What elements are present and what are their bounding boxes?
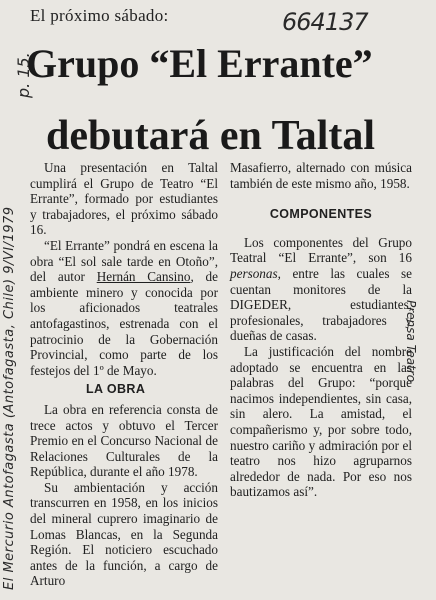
article-left-column — [30, 160, 218, 589]
subhead-componentes: COMPONENTES — [269, 207, 373, 222]
left-paragraph-2-start: “El Errante” pondrá en escena la obra “El sol sale tarde en Otoño”, del autor — [30, 237, 218, 285]
handwritten-source-note: El Mercurio Antofagasta (Antofagasta, Chile) 9/VI/1979 — [2, 206, 17, 590]
kicker-text: El próximo sábado: — [30, 6, 169, 25]
left-paragraph-4: Su ambientación y acción transcurren en 1958, en los inicios del mineral cuprero imaginario de Lomas Blancas, en la Segunda Región. El noticiero escuchado antes de la función, a cargo de Arturo — [30, 479, 218, 589]
headline-line-2: debutará en Taltal — [46, 113, 376, 159]
handwritten-right-note: Prensa Teatro — [404, 300, 418, 383]
subhead-la-obra: LA OBRA — [86, 382, 146, 397]
left-paragraph-2-end: , de ambiente minero y conocida por los aficionados teatrales antofagastinos, estrenada con el patrocinio de la Gobernación Provincial, como parte de los festejos del 1º de Mayo. — [30, 269, 218, 378]
headline-line-1: Grupo “El Errante” — [26, 41, 373, 86]
author-name: Hernán Cansino — [96, 269, 191, 285]
left-paragraph-3: La obra en referencia consta de trece actos y obtuvo el Tercer Premio en el Concurso Nacional de Relaciones Culturales de la República, durante el año 1978. — [30, 401, 218, 480]
handwritten-reference-number: 664137 — [282, 8, 368, 36]
article-right-column — [230, 160, 412, 500]
right-paragraph-2: La justificación del nombre adoptado se encuentra en las palabras del Grupo: “porque nacimos independientes, sin casa, sin alero. La amistad, el compañerismo y, por sobre todo, nuestro cariño y admiración por el teatro nos hizo agruparnos alrededor de nada. Por eso nos bautizamos así”. — [230, 343, 412, 500]
right-paragraph-1-italic: personas — [230, 265, 278, 281]
right-paragraph-1-start: Los componentes del Grupo Teatral “El Errante”, son 16 — [230, 234, 412, 266]
left-paragraph-1: Una presentación en Taltal cumplirá el Grupo de Teatro “El Errante”, formado por estudiantes y trabajadores, el próximo sábado 16. — [30, 160, 218, 238]
right-paragraph-0: Masafierro, alternado con música también de este mismo año, 1958. — [230, 160, 412, 191]
handwritten-page-note: p. 15. — [14, 52, 33, 98]
right-paragraph-1 — [230, 235, 412, 344]
right-paragraph-1-end: , entre las cuales se cuentan monitores de la DIGEDER, estudiantes, profesionales, trabajadores y dueñas de casas. — [230, 265, 412, 344]
left-paragraph-2 — [30, 238, 218, 378]
